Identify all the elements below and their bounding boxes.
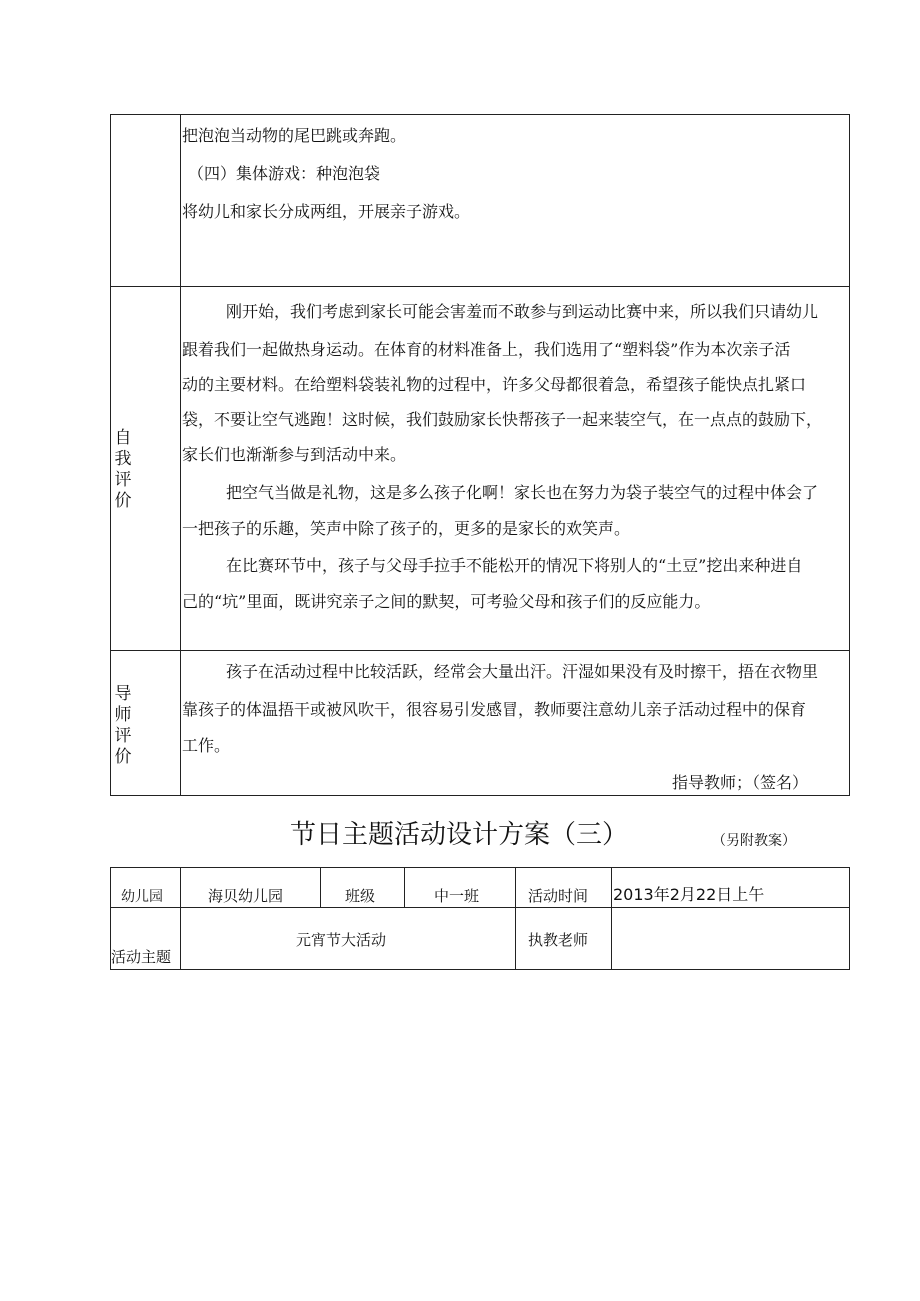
plan3-col-2 bbox=[320, 867, 321, 908]
activity-time-label: 活动时间 bbox=[528, 887, 589, 905]
plan3-bottom-border bbox=[110, 969, 850, 970]
activity-theme-value: 元宵节大活动 bbox=[296, 931, 387, 949]
mentor-eval-label: 导师评价 bbox=[114, 684, 132, 767]
self-eval-p3-line-2: 己的“坑”里面，既讲究亲子之间的默契，可考验父母和孩子们的反应能力。 bbox=[182, 592, 711, 611]
table-left-border bbox=[110, 114, 111, 796]
plan3-top-border bbox=[110, 867, 850, 868]
mentor-signature: 指导教师；（签名） bbox=[672, 773, 809, 792]
table-bottom-border bbox=[110, 795, 850, 796]
table-top-border bbox=[110, 114, 850, 115]
plan3-col-5 bbox=[515, 867, 516, 970]
self-eval-p2-line-1: 把空气当做是礼物，这是多么孩子化啊！家长也在努力为袋子装空气的过程中体会了 bbox=[226, 483, 819, 502]
mentor-eval-line-1: 孩子在活动过程中比较活跃，经常会大量出汗。汗湿如果没有及时擦干，捂在衣物里 bbox=[226, 662, 819, 681]
process-line-3: 将幼儿和家长分成两组，开展亲子游戏。 bbox=[182, 202, 471, 221]
kindergarten-label: 幼儿园 bbox=[121, 889, 163, 905]
self-eval-p3-line-1: 在比赛环节中，孩子与父母手拉手不能松开的情况下将别人的“土豆”挖出来种进自 bbox=[226, 556, 803, 575]
table-right-border bbox=[849, 114, 850, 796]
plan3-col-1 bbox=[180, 867, 181, 970]
plan3-mid-border bbox=[110, 907, 850, 908]
plan3-right-border bbox=[849, 867, 850, 970]
row-divider-1 bbox=[110, 286, 850, 287]
self-eval-p2-line-2: 一把孩子的乐趣，笑声中除了孩子的，更多的是家长的欢笑声。 bbox=[182, 519, 631, 538]
mentor-eval-line-2: 靠孩子的体温捂干或被风吹干，很容易引发感冒，教师要注意幼儿亲子活动过程中的保育 bbox=[182, 700, 807, 719]
activity-time-value: 2013年2月22日上午 bbox=[613, 885, 765, 904]
self-eval-p1-line-3: 动的主要材料。在给塑料袋装礼物的过程中，许多父母都很着急，希望孩子能快点扎紧口 bbox=[182, 375, 807, 394]
self-eval-p1-line-2: 跟着我们一起做热身运动。在体育的材料准备上，我们选用了“塑料袋”作为本次亲子活 bbox=[182, 340, 791, 359]
page-title: 节日主题活动设计方案（三） bbox=[290, 820, 629, 850]
process-line-2: （四）集体游戏：种泡泡袋 bbox=[188, 164, 381, 183]
self-eval-p1-line-5: 家长们也渐渐参与到活动中来。 bbox=[182, 445, 407, 464]
teacher-label: 执教老师 bbox=[528, 931, 589, 949]
kindergarten-value: 海贝幼儿园 bbox=[208, 887, 284, 905]
self-eval-p1-line-1: 刚开始，我们考虑到家长可能会害羞而不敢参与到运动比赛中来，所以我们只请幼儿 bbox=[226, 302, 819, 321]
process-line-1: 把泡泡当动物的尾巴跳或奔跑。 bbox=[182, 126, 407, 145]
class-value: 中一班 bbox=[434, 887, 480, 905]
mentor-eval-line-3: 工作。 bbox=[182, 736, 231, 755]
plan3-col-6 bbox=[611, 867, 612, 970]
column-divider bbox=[180, 114, 181, 796]
row-divider-2 bbox=[110, 650, 850, 651]
self-eval-label: 自我评价 bbox=[114, 428, 132, 511]
class-label: 班级 bbox=[345, 887, 376, 905]
attached-plan-note: （另附教案） bbox=[712, 833, 796, 849]
plan3-col-3 bbox=[404, 867, 405, 908]
self-eval-p1-line-4: 袋，不要让空气逃跑！这时候，我们鼓励家长快帮孩子一起来装空气，在一点点的鼓励下， bbox=[182, 410, 823, 429]
activity-theme-label: 活动主题 bbox=[111, 948, 172, 966]
